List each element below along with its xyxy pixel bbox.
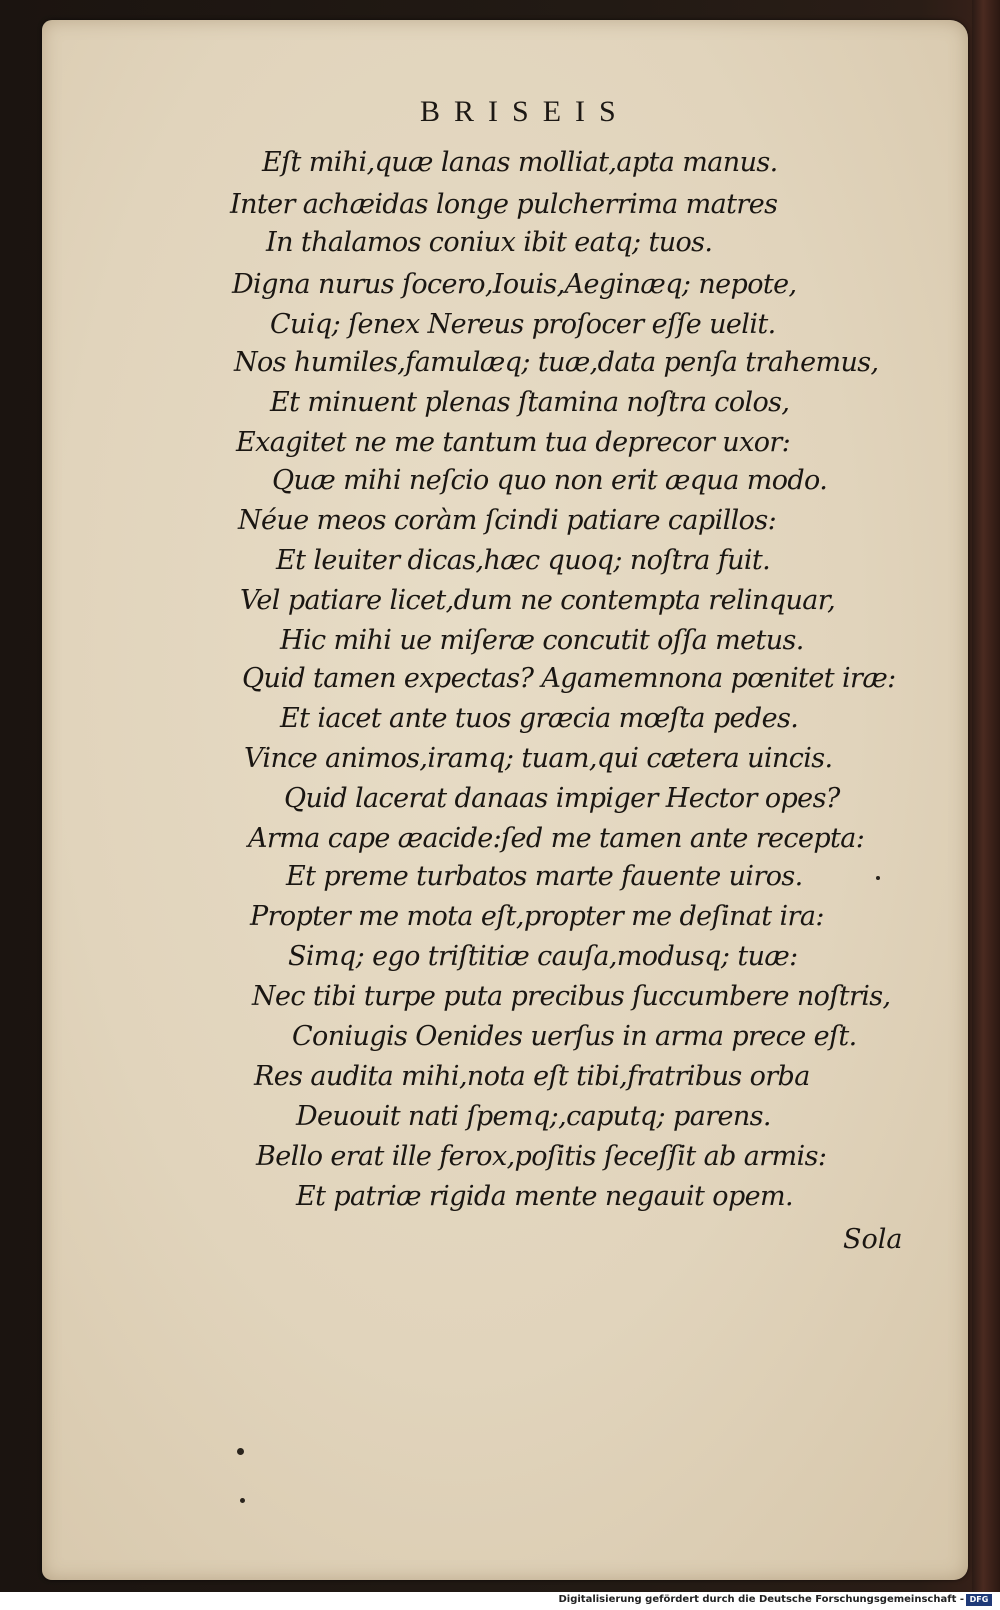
verse-line: Eſt mihi,quæ lanas molliat,apta manus. [262,147,778,178]
book-binding-edge [972,0,1000,1592]
verse-line: Res audita mihi,nota eſt tibi,fratribus orba [254,1061,810,1092]
verse-line: Quid lacerat danaas impiger Hector opes? [284,783,840,814]
verse-line: Et iacet ante tuos græcia mœſta pedes. [280,703,799,734]
verse-line: Et preme turbatos marte fauente uiros. [286,861,803,892]
verse-line: Quæ mihi neſcio quo non erit æqua modo. [272,465,828,496]
verse-line: In thalamos coniux ibit eatq; tuos. [266,227,713,258]
verse-line: Nec tibi turpe puta precibus ſuccumbere noſtris, [252,981,891,1012]
ink-speck [876,876,880,880]
verse-line: Arma cape æacide:ſed me tamen ante recepta: [248,823,865,854]
verse-line: Quid tamen expectas? Agamemnona pœnitet iræ: [242,663,896,694]
verse-line: Deuouit nati ſpemq;,caputq; parens. [296,1101,771,1132]
verse-line: Simq; ego triſtitiæ cauſa,modusq; tuæ: [288,941,798,972]
verse-line: Néue meos coràm ſcindi patiare capillos: [238,505,777,536]
verse-line: Hic mihi ue miſeræ concutit oſſa metus. [280,625,804,656]
verse-line: Exagitet ne me tantum tua deprecor uxor: [236,427,791,458]
dfg-logo: DFG [966,1594,992,1606]
catchword: Sola [843,1224,903,1255]
verse-line: Digna nurus ſocero,Iouis,Aeginæq; nepote, [232,269,797,300]
running-head: BRISEIS [420,95,630,128]
ink-speck [237,1448,244,1455]
footer-credit: Digitalisierung gefördert durch die Deutsche Forschungsgemeinschaft - [558,1594,964,1605]
verse-line: Inter achæidas longe pulcherrima matres [230,189,778,220]
verse-line: Nos humiles,famulæq; tuæ,data penſa trahemus, [234,347,879,378]
verse-line: Vince animos,iramq; tuam,qui cætera uincis. [244,743,833,774]
verse-line: Vel patiare licet,dum ne contempta relinquar, [240,585,836,616]
verse-line: Propter me mota eſt,propter me deſinat ira: [250,901,824,932]
verse-line: Cuiq; ſenex Nereus proſocer eſſe uelit. [270,309,776,340]
verse-line: Bello erat ille ferox,poſitis ſeceſſit ab armis: [256,1141,827,1172]
verse-line: Et patriæ rigida mente negauit opem. [296,1181,793,1212]
ink-speck [240,1498,245,1503]
verse-line: Et leuiter dicas,hæc quoq; noſtra fuit. [276,545,771,576]
verse-line: Et minuent plenas ſtamina noſtra colos, [270,387,790,418]
verse-line: Coniugis Oenides uerſus in arma prece eſt. [292,1021,857,1052]
